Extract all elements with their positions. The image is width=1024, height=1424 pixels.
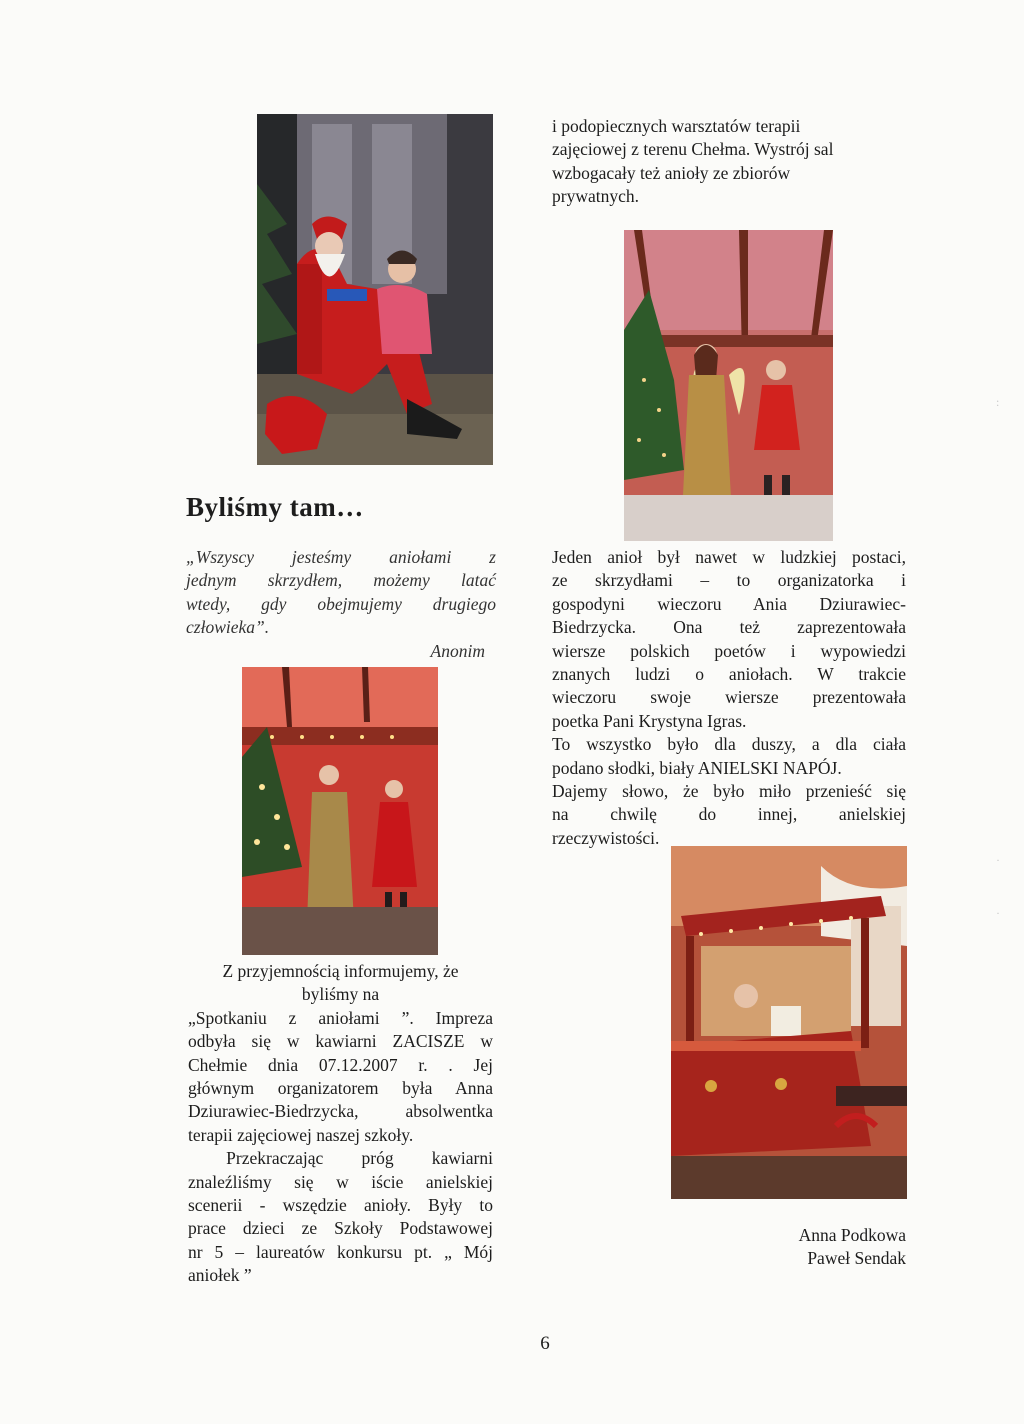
text-line: odbyła się w kawiarni ZACISZE w: [188, 1031, 493, 1052]
quote-author: Anonim: [430, 641, 485, 661]
page-number: 6: [540, 1333, 550, 1354]
text-line: Z przyjemnością informujemy, że: [222, 961, 459, 981]
text-line: scenerii - wszędzie anioły. Były to: [188, 1195, 493, 1216]
text-line: Jeden anioł był nawet w ludzkiej postaci,: [552, 547, 906, 567]
text-line: gospodyni wieczoru Ania Dziurawiec-: [552, 593, 906, 614]
text-line: terapii zajęciowej naszej szkoły.: [188, 1124, 414, 1145]
intro-right-text: [552, 115, 906, 209]
text-line: aniołek ”: [188, 1265, 252, 1286]
photo-christmas-tree: [242, 667, 438, 955]
text-line: To wszystko było dla duszy, a dla ciała: [552, 734, 906, 755]
text-line: Dziurawiec-Biedrzycka, absolwentka: [188, 1101, 493, 1122]
text-line: Dajemy słowo, że było miło przenieść się: [552, 781, 906, 802]
text-line: znanych ludzi o aniołach. W trakcie: [552, 664, 906, 685]
text-line: wieczoru swoje wiersze prezentowała: [552, 687, 906, 708]
text-line: Przekraczając próg kawiarni: [188, 1148, 493, 1169]
authors: [700, 1224, 906, 1270]
text-line: podano słodki, biały ANIELSKI NAPÓJ.: [552, 757, 842, 778]
photo-angel-women: [624, 230, 833, 541]
scan-speck: ·: [996, 853, 1000, 867]
text-line: Chełmie dnia 07.12.2007 r. . Jej: [188, 1054, 493, 1075]
text-line: ze skrzydłami – to organizatorka i: [552, 570, 906, 591]
scan-speck: ·: [996, 906, 1000, 920]
article-heading: Byliśmy tam…: [186, 492, 364, 522]
right-body-text: [552, 546, 906, 850]
quote-line: człowieka”.: [186, 617, 270, 638]
left-body-text: [188, 960, 493, 1288]
author-name: Anna Podkowa: [798, 1225, 906, 1245]
scan-speck: :: [996, 395, 1000, 409]
quote: [186, 546, 496, 640]
text-line: wzbogacały też anioły ze zbiorów: [552, 162, 791, 183]
text-line: głównym organizatorem była Anna: [188, 1078, 493, 1099]
text-line: i podopiecznych warsztatów terapii: [552, 116, 801, 136]
photo-santa-claus: [257, 114, 493, 465]
text-line: wiersze polskich poetów i wypowiedzi: [552, 640, 906, 661]
text-line: prace dzieci ze Szkoły Podstawowej: [188, 1218, 493, 1239]
author-name: Paweł Sendak: [807, 1248, 906, 1268]
text-line: znaleźliśmy się w iście anielskiej: [188, 1171, 493, 1192]
text-line: rzeczywistości.: [552, 827, 660, 848]
text-line: poetka Pani Krystyna Igras.: [552, 710, 747, 731]
text-line: nr 5 – laureatów konkursu pt. „ Mój: [188, 1241, 493, 1262]
text-line: byliśmy na: [301, 984, 380, 1005]
quote-line: jednym skrzydłem, możemy latać: [186, 570, 496, 591]
text-line: Biedrzycka. Ona też zaprezentowała: [552, 617, 906, 638]
photo-cafe-bar: [671, 846, 907, 1199]
text-line: „Spotkaniu z aniołami ”. Impreza: [188, 1007, 493, 1028]
quote-line: wtedy, gdy obejmujemy drugiego: [186, 593, 496, 614]
text-line: zajęciowej z terenu Chełma. Wystrój sal: [552, 139, 834, 160]
text-line: na chwilę do innej, anielskiej: [552, 804, 906, 825]
text-line: prywatnych.: [552, 186, 639, 207]
quote-line: „Wszyscy jesteśmy aniołami z: [186, 547, 496, 567]
